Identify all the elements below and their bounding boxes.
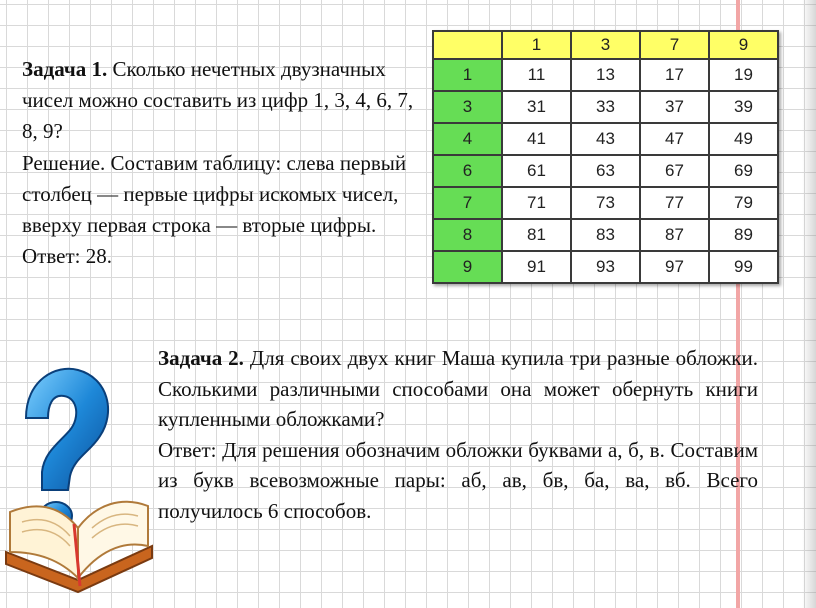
task-2-title: Задача 2. (158, 346, 244, 370)
table-cell: 41 (502, 123, 571, 155)
table-row (433, 91, 778, 123)
table-cell: 91 (502, 251, 571, 283)
table-row-header: 8 (433, 219, 502, 251)
table-cell: 97 (640, 251, 709, 283)
task-1-question: Сколько нечетных двузначных чисел можно составить из цифр 1, 3, 4, 6, 7, 8, 9? (22, 57, 414, 144)
table-row (433, 219, 778, 251)
table-cell: 89 (709, 219, 778, 251)
table-cell: 19 (709, 59, 778, 91)
table-cell: 83 (571, 219, 640, 251)
table-header-row (433, 31, 778, 59)
task-1-solution: Решение. Составим таблицу: слева первый столбец — первые цифры искомых чисел, вверху первая строка — вторые цифры. (22, 150, 407, 238)
table-cell: 61 (502, 155, 571, 187)
table-column-header: 3 (571, 31, 640, 59)
table-row-header: 9 (433, 251, 502, 283)
open-book-icon (0, 456, 160, 596)
table-cell: 37 (640, 91, 709, 123)
table-cell: 43 (571, 123, 640, 155)
task-1-title: Задача 1. (22, 57, 108, 81)
table-cell: 33 (571, 91, 640, 123)
table-cell: 67 (640, 155, 709, 187)
table-cell: 81 (502, 219, 571, 251)
table-cell: 93 (571, 251, 640, 283)
table-row-header: 7 (433, 187, 502, 219)
table-cell: 77 (640, 187, 709, 219)
page-edge-shadow (802, 0, 816, 608)
table-row-header: 3 (433, 91, 502, 123)
table-row (433, 187, 778, 219)
table-row (433, 251, 778, 283)
table-row (433, 155, 778, 187)
table-cell: 73 (571, 187, 640, 219)
task-2-text (158, 343, 758, 435)
table-cell: 87 (640, 219, 709, 251)
table-cell: 49 (709, 123, 778, 155)
table-column-header: 7 (640, 31, 709, 59)
table-cell: 39 (709, 91, 778, 123)
table-cell: 11 (502, 59, 571, 91)
table-row-header: 1 (433, 59, 502, 91)
table-column-header: 9 (709, 31, 778, 59)
numbers-table (432, 30, 779, 284)
table-corner-cell (433, 31, 502, 59)
task-1-answer: Ответ: 28. (22, 244, 112, 269)
table-cell: 17 (640, 59, 709, 91)
table-cell: 71 (502, 187, 571, 219)
table-cell: 63 (571, 155, 640, 187)
table-row (433, 123, 778, 155)
table-row-header: 6 (433, 155, 502, 187)
table-column-header: 1 (502, 31, 571, 59)
task-2-question: Для своих двух книг Маша купила три разные обложки. Сколькими различными способами она может обернуть книги купленными обложками? (158, 346, 758, 432)
table-cell: 47 (640, 123, 709, 155)
table-row (433, 59, 778, 91)
table-cell: 69 (709, 155, 778, 187)
table-row-header: 4 (433, 123, 502, 155)
table-cell: 31 (502, 91, 571, 123)
table-cell: 79 (709, 187, 778, 219)
table-cell: 99 (709, 251, 778, 283)
task-1-text (22, 54, 414, 148)
task-2 (158, 343, 758, 527)
task-2-answer: Ответ: Для решения обозначим обложки буквами а, б, в. Составим из букв всевозможные пары: аб, ав, бв, ба, ва, вб. Всего получилось 6 способов. (158, 437, 758, 523)
task-1 (22, 54, 414, 272)
table-cell: 13 (571, 59, 640, 91)
